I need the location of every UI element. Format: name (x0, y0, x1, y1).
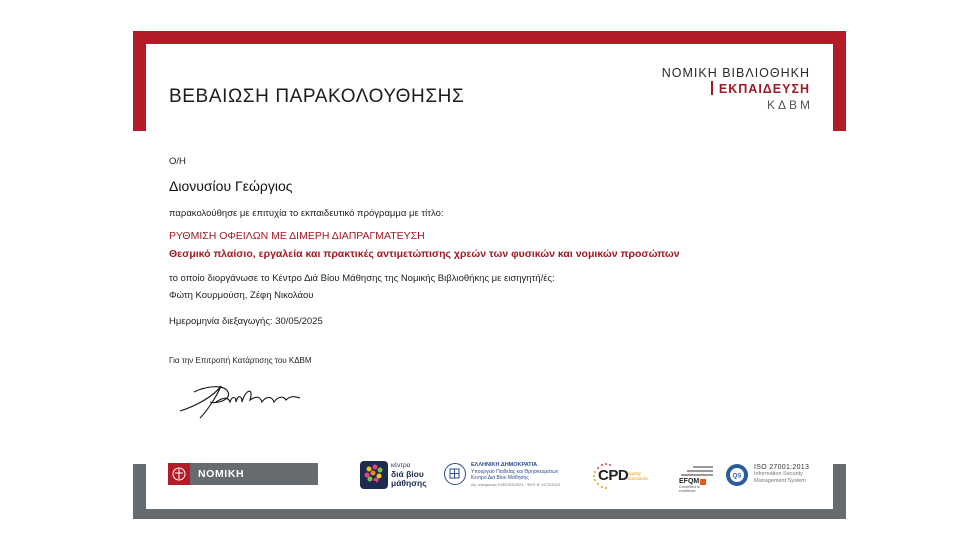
kdbm-line2: διά βίου (391, 469, 424, 479)
iso-logo-text (754, 464, 809, 485)
program-title: ΡΥΘΜΙΣΗ ΟΦΕΙΛΩΝ ΜΕ ΔΙΜΕΡΗ ΔΙΑΠΡΑΓΜΑΤΕΥΣΗ (169, 230, 425, 242)
certificate-title: ΒΕΒΑΙΩΣΗ ΠΑΡΑΚΟΛΟΥΘΗΣΗΣ (169, 86, 465, 107)
date-value: 30/05/2025 (275, 316, 323, 327)
efqm-lines-icon (679, 466, 713, 476)
brand-name: ΝΟΜΙΚΗ ΒΙΒΛΙΟΘΗΚΗ (661, 66, 810, 80)
program-subtitle: Θεσμικό πλαίσιο, εργαλεία και πρακτικές αντιμετώπισης χρεών των φυσικών και νομικών προσώπων (169, 248, 680, 260)
gov-line3: Κέντρο Διά Βίου Μάθησης (471, 475, 529, 481)
kdbm-line3: μάθησης (391, 478, 427, 488)
brand-education-label: ΕΚΠΑΙΔΕΥΣΗ (718, 82, 810, 96)
efqm-tagline: Committed to excellence (679, 485, 700, 493)
cpd-text: CPD (598, 467, 629, 484)
kdbm-logo-text (391, 462, 427, 488)
organizer-text: το οποίο διοργάνωσε το Κέντρο Διά Βίου Μάθησης της Νομικής Βιβλιοθήκης με εισηγητή/ές: (169, 273, 555, 284)
recipient-name: Διονυσίου Γεώργιος (169, 178, 293, 194)
signature (176, 378, 306, 423)
main-logo-text: ΝΟΜΙΚΗ ΒΙΒΛΙΟΘΗΚΗ (190, 463, 318, 485)
gov-line1: ΕΛΛΗΝΙΚΗ ΔΗΜΟΚΡΑΤΙΑ (471, 462, 538, 468)
salutation: Ο/Η (169, 156, 186, 167)
ministry-logo-text (471, 462, 560, 488)
iso-line2: Information Security (754, 471, 803, 477)
brand-divider (711, 81, 713, 95)
brand-block (661, 65, 813, 113)
cpd-subtext: quality standards (628, 471, 648, 481)
brand-education (662, 81, 810, 97)
cpd-logo (592, 462, 662, 490)
scales-icon (168, 463, 190, 485)
greek-republic-seal-icon (444, 463, 466, 485)
iso-line3: Management System (754, 478, 806, 484)
committee-text: Για την Επιτροπή Κατάρτισης του ΚΔΒΜ (169, 356, 312, 365)
efqm-text: EFQM (679, 478, 700, 485)
nomiki-vivliothiki-logo (168, 463, 318, 502)
brand-abbr: ΚΔΒΜ (766, 98, 813, 112)
instructors: Φώτη Κουρμούση, Ζέφη Νικολάου (169, 290, 314, 301)
iso-seal-icon (726, 464, 748, 486)
kdbm-line1: κέντρα (391, 462, 411, 469)
efqm-logo (679, 466, 713, 493)
iso-line1: ISO 27001:2013 (754, 464, 810, 471)
attended-text: παρακολούθησε με επιτυχία το εκπαιδευτικό πρόγραμμα με τίτλο: (169, 208, 444, 219)
svg-text:QS: QS (732, 473, 742, 480)
gov-line4: Αρ. απόφασης Κ2Β2/93/2024 - ΦΕΚ Β' 5172/2024 (471, 481, 561, 487)
date-label: Ημερομηνία διεξαγωγής: (169, 316, 273, 327)
gov-line2: Υπουργείο Παιδείας και Θρησκευμάτων (471, 468, 559, 475)
kdbm-tree-icon (360, 461, 388, 489)
date-line (169, 316, 323, 327)
efqm-square-icon (700, 479, 706, 485)
